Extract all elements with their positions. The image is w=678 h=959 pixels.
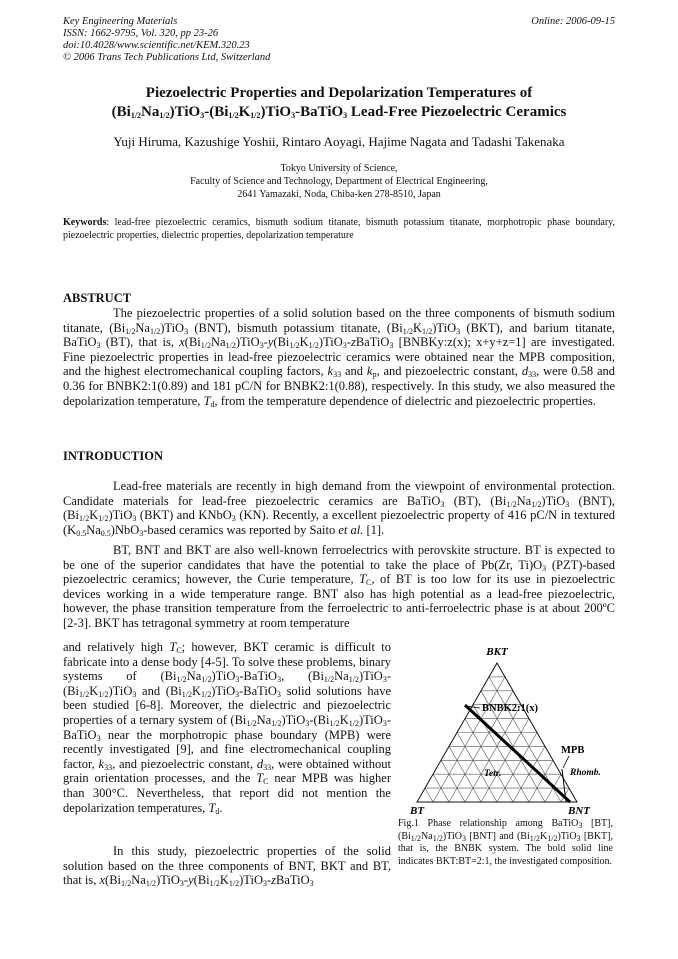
- journal-header: [63, 16, 270, 64]
- doi-line: doi:10.4028/www.scientific.net/KEM.320.23: [63, 40, 250, 51]
- affiliation-line-2: Faculty of Science and Technology, Department of Electrical Engineering,: [190, 176, 488, 187]
- intro-paragraph-3: In this study, piezoelectric properties of the solid solution based on the three components of BNT, BKT and BT, that is, $x(Bi_{1/2}Na_{1/2})TiO_3-y(Bi_{1/2}K_{1/2})TiO_3-zBaTiO_3$: [63, 844, 391, 889]
- label-bt: BT: [410, 805, 425, 817]
- label-bnbk: BNBK2:1(x): [482, 703, 538, 714]
- label-bnt: BNT: [568, 805, 590, 817]
- label-bkt: BKT: [486, 646, 508, 658]
- figure-caption: Fig.1 Phase relationship among BaTiO$_3$ [BT], $(Bi_{1/2}Na_{1/2})TiO_3$ [BNT] and $(Bi_{1/2}K_{1/2})TiO_3$ [BKT], that is, the BNBK system. The bold solid line indicates BKT:BT=2:1, the investigated composition.: [398, 818, 613, 867]
- phase-diagram-figure: [398, 640, 620, 818]
- intro-paragraph-2-cont: and relatively high $T_C$; however, BKT ceramic is difficult to fabricate into a dense body [4-5]. To solve these problems, binary systems of $(Bi_{1/2}Na_{1/2})TiO_3-BaTiO_3$, $(Bi_{1/2}Na_{1/2})TiO_3-(Bi_{1/2}K_{1/2})TiO_3$ and $(Bi_{1/2}K_{1/2})TiO_3-BaTiO_3$ solid solutions have been studied [6-8]. Moreover, the dielectric and piezoelectric properties of a ternary system of $(Bi_{1/2}Na_{1/2})TiO_3-(Bi_{1/2}K_{1/2})TiO_3-BaTiO_3$ near the morphotropic phase boundary (MPB) were recently investigated [9], and fine electromechanical coupling factor, $k_{33}$, and piezoelectric constant, $d_{33}$, were obtained without grain orientation processes, and the $T_C$ near MPB was higher than 300°C. Nevertheless, that report did not mention the depolarization temperatures, $T_d$.: [63, 640, 392, 816]
- label-tetr: Tetr.: [484, 769, 502, 779]
- abstract-heading: ABSTRUCT: [63, 291, 132, 305]
- keywords-label: Keywords: [63, 217, 107, 228]
- intro-paragraph-2: BT, BNT and BKT are also well-known ferroelectrics with perovskite structure. BT is expected to be one of the superior candidates that have the potential to take the place of Pb(Zr, $Ti)O_3$ (PZT)-based piezoelectric ceramics; however, the Curie temperature, $T_C$, of BT is too low for its use in piezoelectric devices working in a wide temperature range. BNT also has high potential as a lead-free piezoelectric, however, the phase transition temperature from the ferroelectric to anti-ferroelectric phase is at about 200ºC [2-3]. BKT has tetragonal symmetry at room temperature: [63, 543, 616, 630]
- author-list: Yuji Hiruma, Kazushige Yoshii, Rintaro Aoyagi, Hajime Nagata and Tadashi Takenaka: [113, 134, 565, 149]
- grid-line: [457, 733, 497, 803]
- grid-line: [441, 760, 465, 802]
- triangle-grid: [425, 677, 569, 802]
- paper-title: [40, 84, 638, 122]
- copyright-line: © 2006 Trans Tech Publications Ltd, Switzerland: [63, 52, 271, 63]
- intro-paragraph-1: Lead-free materials are recently in high demand from the viewpoint of environmental protection. Candidate materials for lead-free piezoelectric ceramics are BaTiO$_3$ (BT), $(Bi_{1/2}Na_{1/2})TiO_3$ (BNT), $(Bi_{1/2}K_{1/2})TiO_3$ (BKT) and KNbO$_3$ (KN). Recently, a excellent piezoelectric property of 416 pC/N in textured $(K_{0.5}Na_{0.5})NbO_3$-based ceramics was reported by Saito et al. [1].: [63, 479, 616, 538]
- introduction-heading: INTRODUCTION: [63, 449, 164, 463]
- affiliation: [40, 162, 638, 201]
- mpb-pointer: [563, 756, 569, 768]
- label-rhomb: Rhomb.: [570, 768, 601, 778]
- title-line-1: Piezoelectric Properties and Depolarization Temperatures of: [145, 85, 533, 101]
- label-mpb: MPB: [561, 745, 585, 756]
- title-line-2: $(Bi_{1/2}Na_{1/2})TiO_3-(Bi_{1/2}K_{1/2})TiO_3-BaTiO_3$ Lead-Free Piezoelectric Ceramics: [111, 104, 567, 120]
- keywords-text: : lead-free piezoelectric ceramics, bismuth sodium titanate, bismuth potassium titanate, morphotropic phase boundary, piezoelectric properties, dielectric properties, depolarization temperature: [63, 217, 615, 241]
- affiliation-line-1: Tokyo University of Science,: [280, 163, 398, 174]
- keywords: [63, 216, 615, 242]
- grid-line: [425, 788, 433, 802]
- abstract-body: The piezoelectric properties of a solid solution based on the three components of bismuth sodium titanate, $(Bi_{1/2}Na_{1/2})TiO_3$ (BNT), bismuth potassium titanate, $(Bi_{1/2}K_{1/2})TiO_3$ (BKT), and barium titanate, BaTiO$_3$ (BT), that is, $x(Bi_{1/2}Na_{1/2})TiO_3-y(Bi_{1/2}K_{1/2})TiO_3-zBaTiO_3$ [BNBKy:z(x); x+y+z=1] are investigated. Fine piezoelectric properties in lead-free piezoelectric ceramics were obtained near the MPB composition, and the highest electromechanical coupling factors, $k_{33}$ and $k_p$, and piezoelectric constant, $d_{33}$, were 0.58 and 0.36 for BNBK2:1(0.89) and 181 pC/N for BNBK2:1(0.88), respectively. In this study, we also measured the depolarization temperature, $T_d$, from the temperature dependence of dielectric and piezoelectric properties.: [63, 306, 616, 409]
- journal-name: Key Engineering Materials: [63, 16, 178, 27]
- bnbk-composition-line: [465, 705, 570, 802]
- grid-line: [433, 677, 505, 802]
- affiliation-line-3: 2641 Yamazaki, Noda, Chiba-ken 278-8510, Japan: [237, 189, 441, 200]
- grid-line: [465, 705, 521, 802]
- issn-line: ISSN: 1662-9795, Vol. 320, pp 23-26: [63, 28, 219, 39]
- online-date: Online: 2006-09-15: [531, 16, 615, 27]
